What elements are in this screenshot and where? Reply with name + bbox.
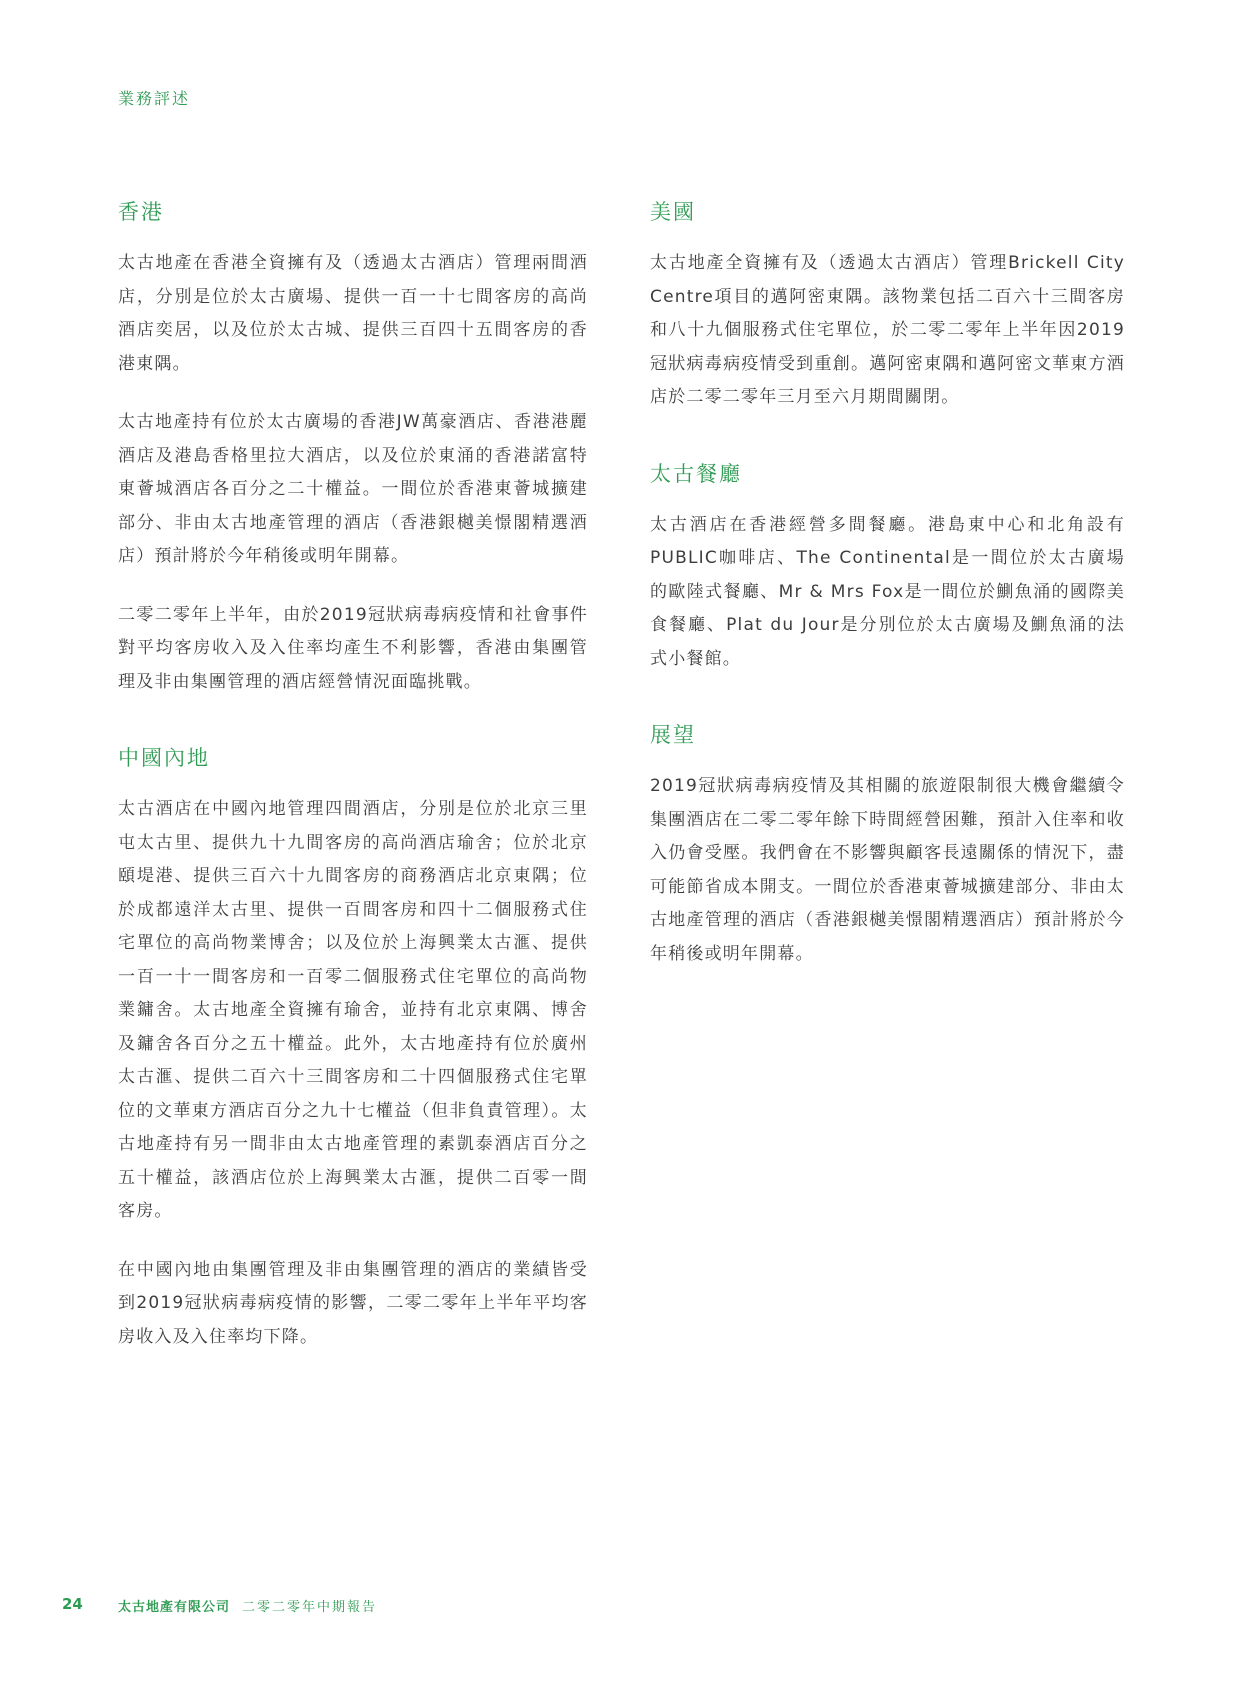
right-column xyxy=(650,198,1125,1016)
left-column xyxy=(118,198,588,1399)
section-hong-kong xyxy=(118,198,588,699)
section-mainland-china xyxy=(118,744,588,1354)
footer-report-title: 二零二零年中期報告 xyxy=(242,1600,378,1615)
paragraph: 2019冠狀病毒病疫情及其相關的旅遊限制很大機會繼續令集團酒店在二零二零年餘下時間經營困難，預計入住率和收入仍會受壓。我們會在不影響與顧客長遠關係的情況下，盡可能節省成本開支。一間位於香港東薈城擴建部分、非由太古地產管理的酒店（香港銀樾美憬閣精選酒店）預計將於今年稍後或明年開幕。 xyxy=(650,776,1125,964)
section-title: 展望 xyxy=(650,723,696,747)
section-title: 中國內地 xyxy=(118,746,210,770)
section-restaurants xyxy=(650,460,1125,677)
paragraph: 太古酒店在中國內地管理四間酒店，分別是位於北京三里屯太古里、提供九十九間客房的高尚酒店瑜舍；位於北京頤堤港、提供三百六十九間客房的商務酒店北京東隅；位於成都遠洋太古里、提供一百間客房和四十二個服務式住宅單位的高尚物業博舍；以及位於上海興業太古滙、提供一百一十一間客房和一百零二個服務式住宅單位的高尚物業鏞舍。太古地產全資擁有瑜舍，並持有北京東隅、博舍及鏞舍各百分之五十權益。此外，太古地產持有位於廣州太古滙、提供二百六十三間客房和二十四個服務式住宅單位的文華東方酒店百分之九十七權益（但非負責管理）。太古地產持有另一間非由太古地產管理的素凱泰酒店百分之五十權益，該酒店位於上海興業太古滙，提供二百零一間客房。 xyxy=(118,799,588,1221)
paragraph: 太古地產持有位於太古廣場的香港JW萬豪酒店、香港港麗酒店及港島香格里拉大酒店，以及位於東涌的香港諾富特東薈城酒店各百分之二十權益。一間位於香港東薈城擴建部分、非由太古地產管理的酒店（香港銀樾美憬閣精選酒店）預計將於今年稍後或明年開幕。 xyxy=(118,412,588,566)
section-usa xyxy=(650,198,1125,415)
section-title: 香港 xyxy=(118,200,164,224)
paragraph: 太古地產在香港全資擁有及（透過太古酒店）管理兩間酒店，分別是位於太古廣場、提供一百一十七間客房的高尚酒店奕居，以及位於太古城、提供三百四十五間客房的香港東隅。 xyxy=(118,253,588,374)
paragraph: 二零二零年上半年，由於2019冠狀病毒病疫情和社會事件對平均客房收入及入住率均產生不利影響，香港由集團管理及非由集團管理的酒店經營情況面臨挑戰。 xyxy=(118,604,588,692)
page-number: 24 xyxy=(62,1595,83,1613)
section-outlook xyxy=(650,721,1125,971)
running-head: 業務評述 xyxy=(118,89,191,108)
section-title: 美國 xyxy=(650,200,696,224)
page-footer xyxy=(0,1595,1241,1617)
section-title: 太古餐廳 xyxy=(650,461,742,486)
paragraph: 太古地產全資擁有及（透過太古酒店）管理Brickell City Centre項目的邁阿密東隅。該物業包括二百六十三間客房和八十九個服務式住宅單位，於二零二零年上半年因2019冠狀病毒病疫情受到重創。邁阿密東隅和邁阿密文華東方酒店於二零二零年三月至六月期間關閉。 xyxy=(650,253,1125,407)
paragraph: 在中國內地由集團管理及非由集團管理的酒店的業績皆受到2019冠狀病毒病疫情的影響，二零二零年上半年平均客房收入及入住率均下降。 xyxy=(118,1259,588,1347)
footer-company-name: 太古地產有限公司 xyxy=(118,1600,231,1615)
paragraph: 太古酒店在香港經營多間餐廳。港島東中心和北角設有PUBLIC咖啡店、The Continental是一間位於太古廣場的歐陸式餐廳、Mr & Mrs Fox是一間位於鰂魚涌的國際美食餐廳、Plat du Jour是分別位於太古廣場及鰂魚涌的法式小餐館。 xyxy=(650,514,1125,669)
